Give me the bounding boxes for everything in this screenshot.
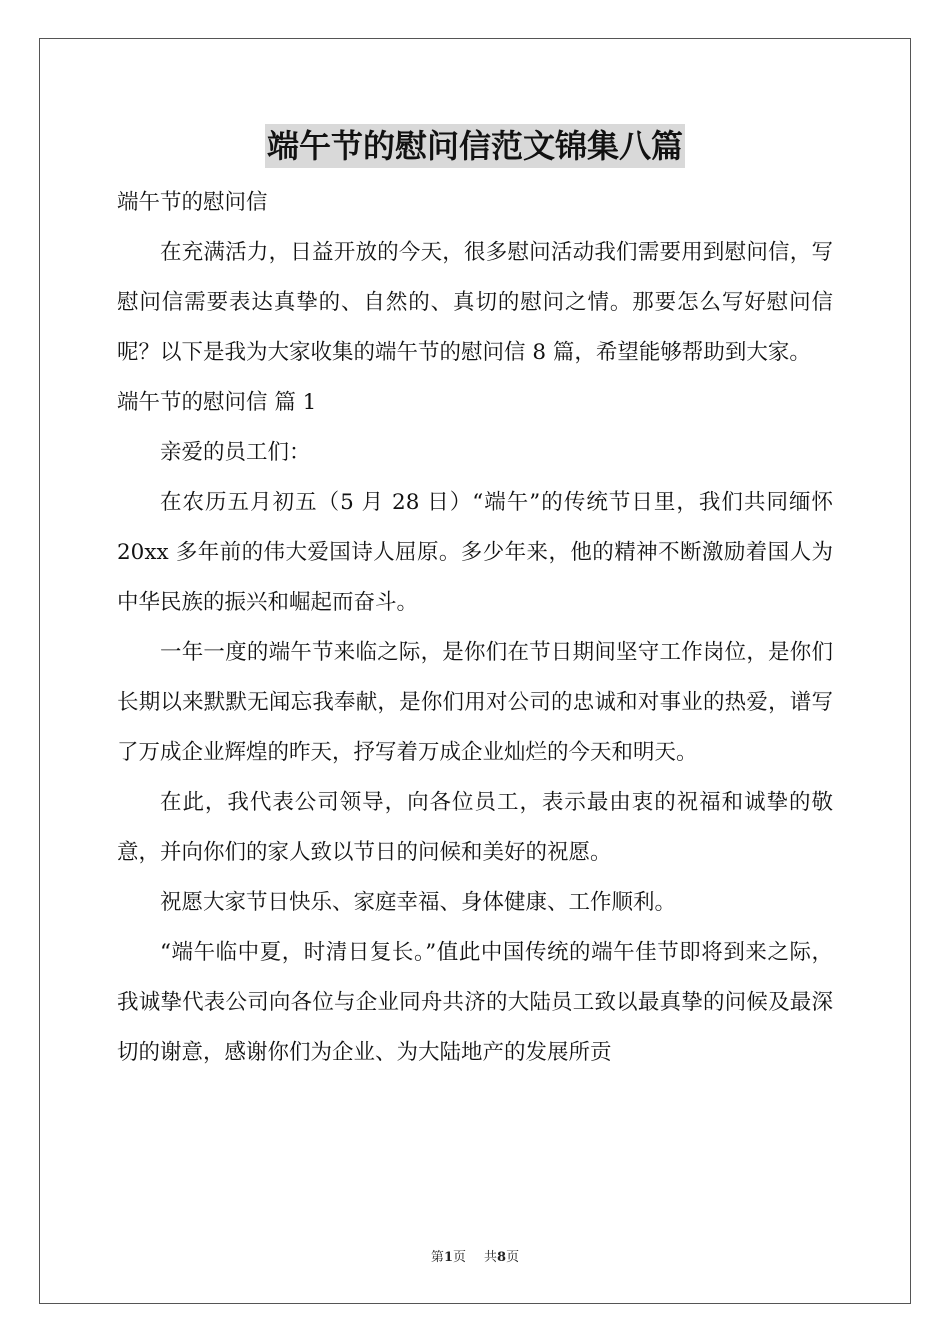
salutation: 亲爱的员工们： — [160, 440, 311, 465]
total-suffix: 页 — [506, 1250, 520, 1265]
page-number: 1 — [443, 1250, 453, 1265]
page-prefix: 第 — [430, 1250, 444, 1265]
body-paragraph: 祝愿大家节日快乐、家庭幸福、身体健康、工作顺利。 — [160, 890, 677, 915]
body-paragraph: 在农历五月初五（5 月 28 日）“端午”的传统节日里，我们共同缅怀 20xx 多年前的伟大爱国诗人屈原。多少年来，他的精神不断激励着国人为中华民族的振兴和崛起而奋斗。 — [117, 490, 833, 615]
body-paragraph: “端午临中夏，时清日复长。”值此中国传统的端午佳节即将到来之际，我诚挚代表公司向各位与企业同舟共济的大陆员工致以最真挚的问候及最深切的谢意，感谢你们为企业、为大陆地产的发展所贡 — [117, 940, 833, 1065]
subtitle: 端午节的慰问信 — [117, 190, 268, 215]
body-paragraph: 在此，我代表公司领导，向各位员工，表示最由衷的祝福和诚挚的敬意，并向你们的家人致以节日的问候和美好的祝愿。 — [117, 790, 833, 865]
document-title: 端午节的慰问信范文锦集八篇 — [265, 124, 685, 168]
total-prefix: 共 — [484, 1250, 498, 1265]
title-container — [0, 124, 950, 168]
page-footer — [0, 1246, 950, 1265]
document-body — [117, 178, 833, 1078]
body-paragraph: 一年一度的端午节来临之际，是你们在节日期间坚守工作岗位，是你们长期以来默默无闻忘我奉献，是你们用对公司的忠诚和对事业的热爱，谱写了万成企业辉煌的昨天，抒写着万成企业灿烂的今天和明天。 — [117, 640, 833, 765]
intro-paragraph: 在充满活力，日益开放的今天，很多慰问活动我们需要用到慰问信，写慰问信需要表达真挚的、自然的、真切的慰问之情。那要怎么写好慰问信呢？以下是我为大家收集的端午节的慰问信 8 篇，希望能够帮助到大家。 — [117, 240, 833, 365]
section-heading: 端午节的慰问信 篇 1 — [117, 390, 317, 415]
page-suffix: 页 — [452, 1250, 466, 1265]
total-pages: 8 — [497, 1250, 507, 1265]
